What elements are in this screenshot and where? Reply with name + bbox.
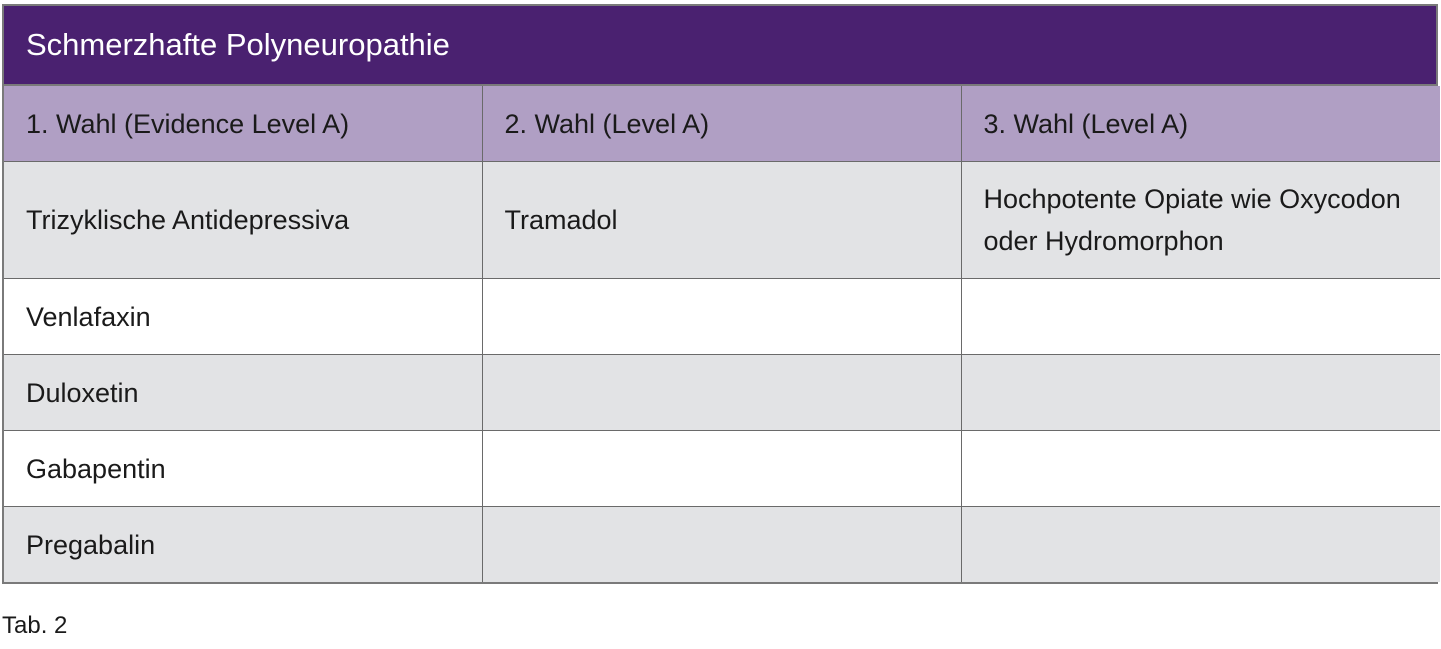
table-cell: Trizyklische Antidepressiva: [4, 162, 482, 279]
table-caption: Tab. 2: [2, 612, 68, 639]
table-cell: [482, 507, 961, 583]
table-cell: [482, 355, 961, 431]
table-cell: Duloxetin: [4, 355, 482, 431]
table-cell: [961, 355, 1440, 431]
table-cell: [482, 279, 961, 355]
table-cell: Gabapentin: [4, 431, 482, 507]
table-cell: [961, 507, 1440, 583]
table-cell: Tramadol: [482, 162, 961, 279]
table-row: [4, 279, 1440, 355]
table-cell: [482, 431, 961, 507]
table-cell: Hochpotente Opiate wie Oxycodon oder Hydromorphon: [961, 162, 1440, 279]
table-cell: [961, 431, 1440, 507]
header-row: [4, 86, 1440, 162]
therapy-table: [2, 4, 1438, 584]
header-second-choice: 2. Wahl (Level A): [482, 86, 961, 162]
table-row: [4, 355, 1440, 431]
table-row: [4, 507, 1440, 583]
table-title: Schmerzhafte Polyneuropathie: [4, 6, 1436, 86]
header-first-choice: 1. Wahl (Evidence Level A): [4, 86, 482, 162]
table-cell: Pregabalin: [4, 507, 482, 583]
table-cell: [961, 279, 1440, 355]
header-third-choice: 3. Wahl (Level A): [961, 86, 1440, 162]
table-row: [4, 431, 1440, 507]
table-cell: Venlafaxin: [4, 279, 482, 355]
therapy-grid: [4, 86, 1440, 582]
table-row: [4, 162, 1440, 279]
